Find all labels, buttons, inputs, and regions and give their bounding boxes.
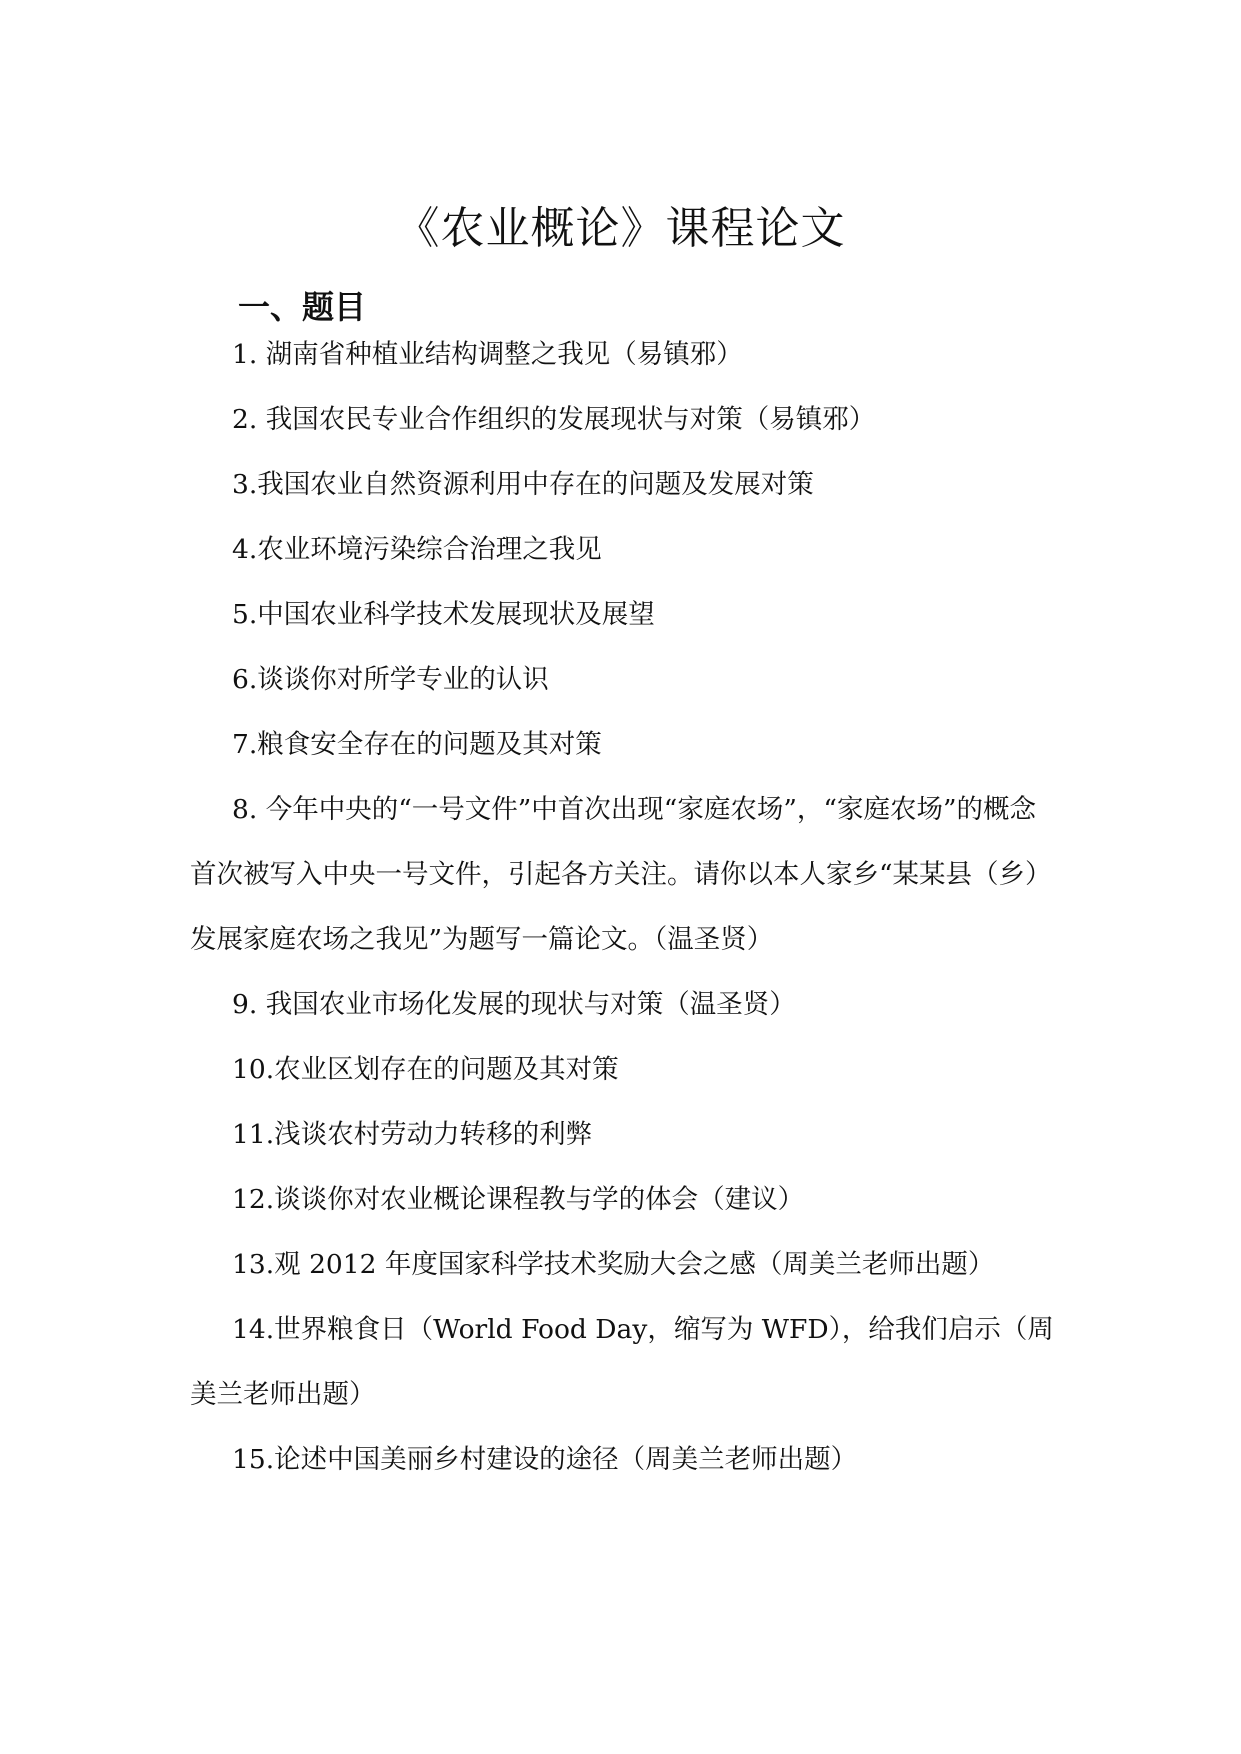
- topic-item-6: 6.谈谈你对所学专业的认识: [232, 664, 549, 695]
- topic-list: [190, 322, 1060, 1492]
- topic-item-10: 10.农业区划存在的问题及其对策: [232, 1054, 619, 1085]
- topic-item-8: 8. 今年中央的“一号文件”中首次出现“家庭农场”，“家庭农场”的概念首次被写入中央一号文件，引起各方关注。请你以本人家乡“某某县（乡）发展家庭农场之我见”为题写一篇论文。（温圣贤）: [190, 794, 1052, 955]
- topic-item-2: 2. 我国农民专业合作组织的发展现状与对策（易镇邪）: [232, 404, 876, 435]
- topic-item-9: 9. 我国农业市场化发展的现状与对策（温圣贤）: [232, 989, 796, 1020]
- section-heading-topics: 一、题目: [238, 287, 367, 326]
- topic-item-3: 3.我国农业自然资源利用中存在的问题及发展对策: [232, 469, 814, 500]
- topic-item-14: 14.世界粮食日（World Food Day，缩写为 WFD），给我们启示（周美兰老师出题）: [190, 1314, 1054, 1410]
- topic-item-7: 7.粮食安全存在的问题及其对策: [232, 729, 602, 760]
- page-title: 《农业概论》课程论文: [395, 203, 846, 255]
- topic-item-12: 12.谈谈你对农业概论课程教与学的体会（建议）: [232, 1184, 805, 1215]
- topic-item-11: 11.浅谈农村劳动力转移的利弊: [232, 1119, 593, 1150]
- topic-item-4: 4.农业环境污染综合治理之我见: [232, 534, 602, 565]
- topic-item-1: 1. 湖南省种植业结构调整之我见（易镇邪）: [232, 339, 743, 370]
- topic-item-13: 13.观 2012 年度国家科学技术奖励大会之感（周美兰老师出题）: [232, 1249, 995, 1280]
- topic-item-5: 5.中国农业科学技术发展现状及展望: [232, 599, 655, 630]
- topic-item-15: 15.论述中国美丽乡村建设的途径（周美兰老师出题）: [232, 1444, 858, 1475]
